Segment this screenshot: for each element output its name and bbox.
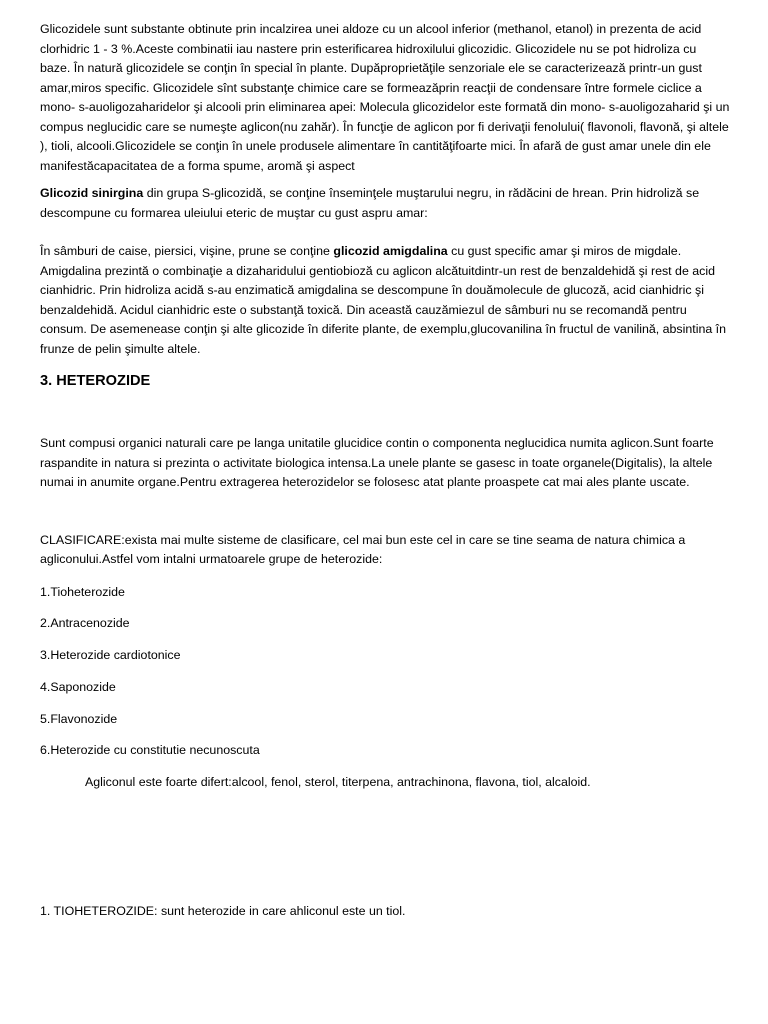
list-item: 4.Saponozide [40, 679, 116, 694]
document-page [40, 20, 730, 921]
list-item: 1.Tioheterozide [40, 584, 125, 599]
term-amigdalina: glicozid amigdalina [333, 244, 448, 258]
list-item: 3.Heterozide cardiotonice [40, 648, 181, 663]
list-item: 6.Heterozide cu constitutie necunoscuta [40, 743, 260, 758]
paragraph-heterozide-definition: Sunt compusi organici naturali care pe langa unitatile glucidice contin o componenta neglucidica numita aglicon.Sunt foarte raspandite in natura si prezinta o activitate biologica intensa.La unele plante se gasesc in toate organele(Digitalis), la altele numai in anumite organe.Pentru extragerea heterozidelor se folosesc atat plante proaspete cat mai ales plante uscate. [40, 436, 714, 489]
paragraph-amigdalina [40, 242, 730, 359]
list-item: 2.Antracenozide [40, 616, 130, 631]
paragraph-amigdalina-text: cu gust specific amar şi miros de migdale. Amigdalina prezintă o combinaţie a dizaharidului gentiobioză cu aglicon alcătuitdintr-un rest de benzaldehidă şi rest de acid cianhidric. Prin hidroliza acidă s-au enzimatică amigdalina se descompune în douămolecule de glucoză, acid cianhidric şi benzaldehidă. Acidul cianhidric este o substanţă toxică. Din această cauzămiezul de sâmburi nu se recomandă pentru consum. De asemenease conţin şi alte glicozide în diferite plante, de exemplu,glucovanilina în fructul de vanilină, absintina în frunze de pelin şimulte altele. [40, 244, 727, 356]
section-heading: 3. HETEROZIDE [40, 373, 151, 389]
paragraph-sinirgina-text: din grupa S-glicozidă, se conţine înseminţele muştarului negru, in rădăcini de hrean. Prin hidroliză se descompune cu formarea uleiului eteric de muştar cu gust aspru amar: [40, 186, 700, 220]
paragraph-aglicon-types: Agliconul este foarte difert:alcool, fenol, sterol, titerpena, antrachinona, flavona, tiol, alcaloid. [85, 775, 591, 790]
paragraph-sinirgina [40, 184, 730, 223]
paragraph-tioheterozide: 1. TIOHETEROZIDE: sunt heterozide in care ahliconul este un tiol. [40, 903, 406, 918]
list-item: 5.Flavonozide [40, 711, 118, 726]
term-sinirgina: Glicozid sinirgina [40, 186, 144, 200]
paragraph-clasificare: CLASIFICARE:exista mai multe sisteme de clasificare, cel mai bun este cel in care se tine seama de natura chimica a agliconului.Astfel vom intalni urmatoarele grupe de heterozide: [40, 532, 686, 566]
paragraph-amigdalina-start: În sâmburi de caise, piersici, vişine, prune se conţine [40, 244, 334, 258]
paragraph-glicozide-intro: Glicozidele sunt substante obtinute prin incalzirea unei aldoze cu un alcool inferior (methanol, etanol) in prezenta de acid clorhidric 1 - 3 %.Aceste combinatii iau nastere prin esterificarea hidroxilului glicozidic. Glicozidele nu se pot hidroliza cu baze. În natură glicozidele se conţin în special în plante. Dupăproprietăţile senzoriale ele se caracterizează printr-un gust amar,miros specific. Glicozidele sînt substanţe chimice care se formeazăprin reacţii de condensare între formele ciclice a mono- s-auoligozaharidelor şi alcooli prin eliminarea apei: Molecula glicozidelor este formată din mono- s-auoligozaharid şi un compus neglucidic care se numeşte aglicon(nu zahăr). În funcţie de aglicon por fi derivaţii fenolului( flavonoli, flavonă, şi altele ), tioli, alcooli.Glicozidele se conţin în unele produsele alimentare în cantităţifoarte mici. În afară de gust amar unele din ele manifestăcapacitatea de a forma spume, aromă şi aspect [40, 22, 730, 173]
